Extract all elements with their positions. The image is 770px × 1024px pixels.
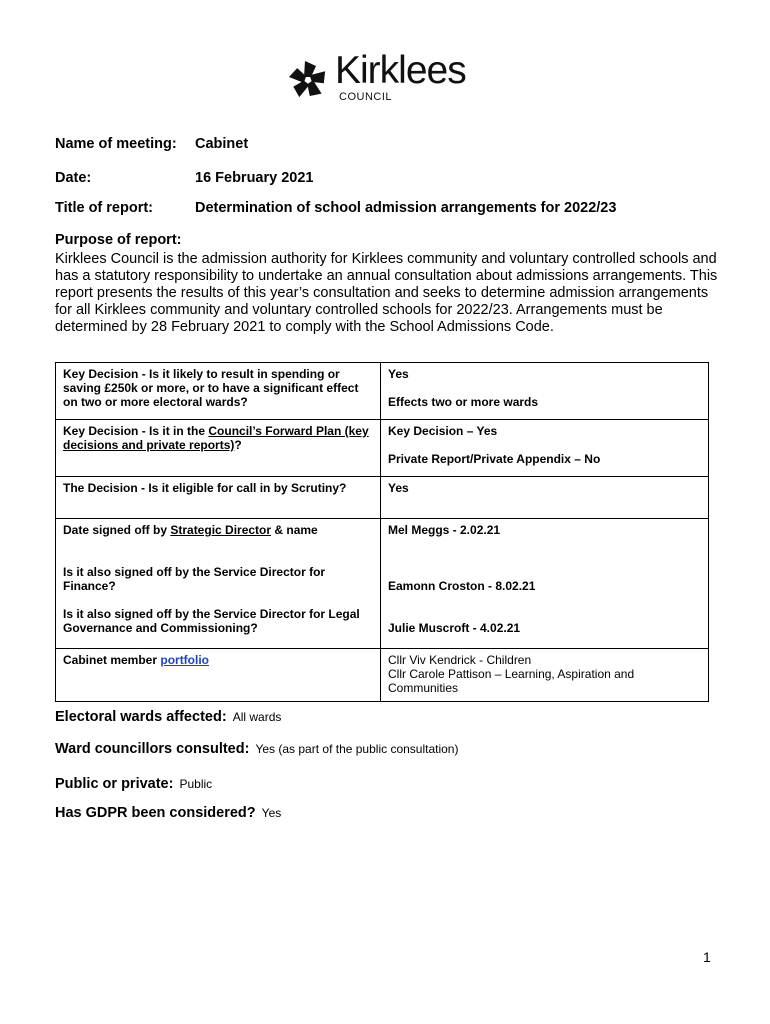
public-private-label: Public or private: (55, 776, 174, 792)
finance-signoff-question: Is it also signed off by the Service Director for Finance? (63, 565, 326, 593)
finance-signoff: Eamonn Croston - 8.02.21 (388, 579, 536, 593)
date-label: Date: (55, 170, 92, 186)
call-in-answer: Yes (388, 481, 409, 495)
question-cell (56, 477, 381, 519)
signoff-question-suffix: & name (271, 523, 318, 537)
call-in-question: The Decision - Is it eligible for call in by Scrutiny? (63, 481, 347, 495)
logo-subtitle: COUNCIL (339, 91, 393, 103)
electoral-wards-field (55, 709, 281, 725)
kirklees-swirl-icon (286, 58, 330, 102)
answer-cell (381, 420, 709, 477)
answer-cell (381, 519, 709, 649)
page-number: 1 (703, 949, 711, 965)
legal-signoff-question: Is it also signed off by the Service Director for Legal Governance and Commissioning? (63, 607, 360, 635)
key-decision-spending-question: Key Decision - Is it likely to result in spending or saving £250k or more, or to have a significant effect on two or more electoral wards? (63, 367, 359, 409)
gdpr-field (55, 805, 281, 821)
cabinet-member-label: Cabinet member (63, 653, 161, 667)
table-row (56, 519, 709, 649)
gdpr-label: Has GDPR been considered? (55, 805, 256, 821)
public-private-value: Public (179, 777, 213, 791)
report-title-value: Determination of school admission arrangements for 2022/23 (195, 200, 617, 216)
forward-plan-answer: Key Decision – Yes (388, 424, 498, 438)
strategic-director-link[interactable]: Strategic Director (170, 523, 272, 537)
purpose-text: Kirklees Council is the admission authority for Kirklees community and voluntary controlled schools and has a statutory responsibility to undertake an annual consultation about admissions arrangements. This report presents the results of this year’s consultation and seeks to determine admission arrangements for all Kirklees community and voluntary controlled schools for 2022/23. Arrangements must be determined by 28 February 2021 to comply with the School Admissions Code. (55, 251, 718, 335)
private-report-answer: Private Report/Private Appendix – No (388, 452, 601, 466)
table-row (56, 363, 709, 420)
public-private-field (55, 776, 212, 792)
logo-wordmark: Kirklees (335, 49, 466, 92)
cabinet-member-2: Cllr Carole Pattison – Learning, Aspiration and Communities (388, 667, 635, 695)
table-row (56, 649, 709, 702)
key-decision-table (55, 362, 709, 702)
table-row (56, 477, 709, 519)
forward-plan-question-suffix: ? (234, 438, 242, 452)
cabinet-member-1: Cllr Viv Kendrick - Children (388, 653, 532, 667)
ward-councillors-field (55, 741, 458, 757)
question-cell (56, 420, 381, 477)
ward-councillors-label: Ward councillors consulted: (55, 741, 250, 757)
date-value: 16 February 2021 (195, 170, 314, 186)
purpose-heading: Purpose of report: (55, 232, 182, 248)
gdpr-value: Yes (261, 806, 282, 820)
table-row (56, 420, 709, 477)
key-decision-spending-answer: Yes (388, 367, 409, 381)
meeting-name-value: Cabinet (195, 136, 249, 152)
legal-signoff: Julie Muscroft - 4.02.21 (388, 621, 521, 635)
answer-cell (381, 363, 709, 420)
electoral-wards-label: Electoral wards affected: (55, 709, 227, 725)
forward-plan-question-prefix: Key Decision - Is it in the (63, 424, 209, 438)
signoff-question-prefix: Date signed off by (63, 523, 171, 537)
question-cell (56, 519, 381, 649)
portfolio-link[interactable]: portfolio (160, 653, 210, 667)
report-title-label: Title of report: (55, 200, 154, 216)
answer-cell (381, 477, 709, 519)
question-cell (56, 363, 381, 420)
ward-councillors-value: Yes (as part of the public consultation) (255, 742, 459, 756)
question-cell (56, 649, 381, 702)
strategic-director-signoff: Mel Meggs - 2.02.21 (388, 523, 501, 537)
electoral-wards-value: All wards (232, 710, 282, 724)
forward-plan-link[interactable]: Council’s Forward Plan (key decisions and private reports) (63, 424, 369, 452)
kirklees-council-logo (286, 49, 486, 111)
answer-cell (381, 649, 709, 702)
wards-effect-answer: Effects two or more wards (388, 395, 539, 409)
meeting-name-label: Name of meeting: (55, 136, 177, 152)
